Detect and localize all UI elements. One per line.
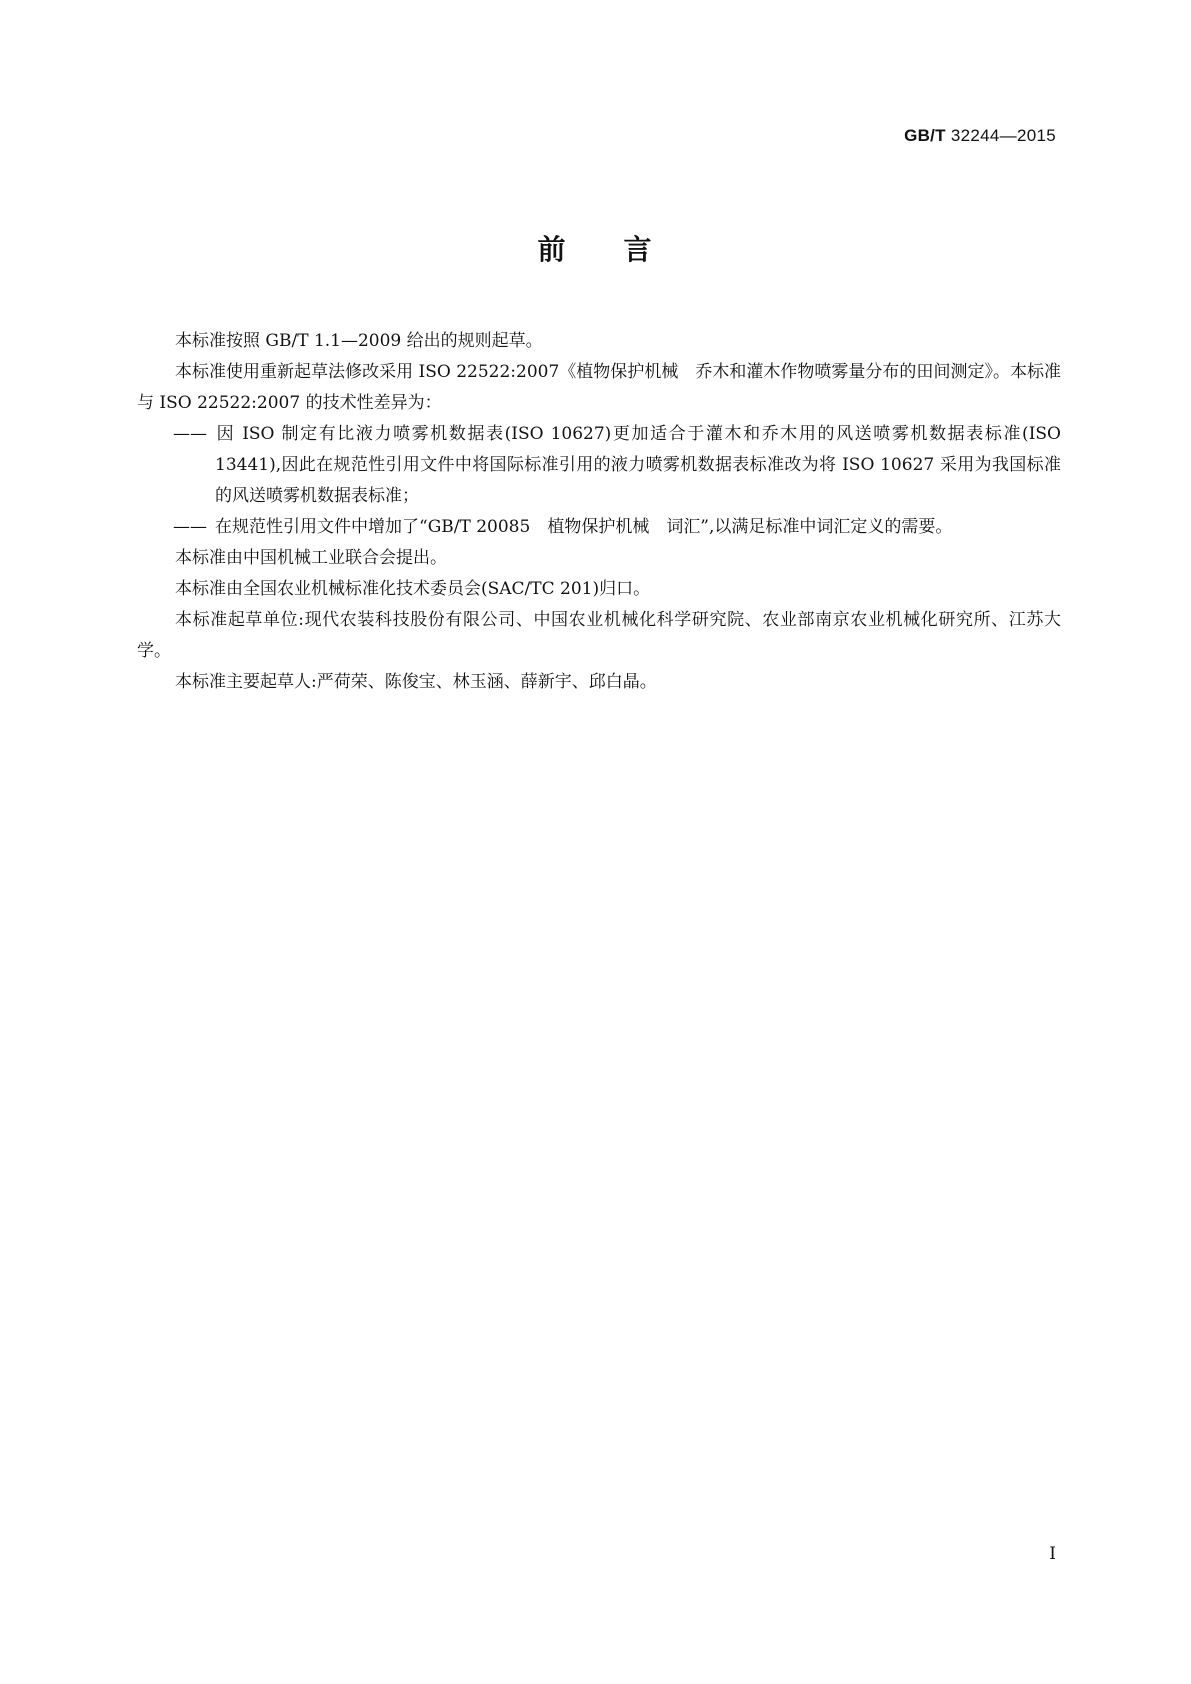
- paragraph-adoption: 本标准使用重新起草法修改采用 ISO 22522:2007《植物保护机械 乔木和灌木作物喷雾量分布的田间测定》。本标准与 ISO 22522:2007 的技术性差异为：: [137, 362, 1061, 413]
- standard-prefix: GB/T: [904, 126, 946, 145]
- standard-number: 32244—2015: [950, 126, 1056, 145]
- title-char-2: 言: [623, 233, 654, 266]
- paragraph-proposer: 本标准由中国机械工业联合会提出。: [175, 548, 447, 568]
- paragraph-drafters: 本标准主要起草人:严荷荣、陈俊宝、林玉涵、薛新宇、邱白晶。: [175, 672, 657, 692]
- dash-marker: ——: [173, 424, 207, 444]
- page-number: I: [1049, 1544, 1056, 1564]
- dash-marker: ——: [173, 517, 207, 537]
- foreword-body: [137, 326, 1061, 698]
- list-item-difference-2: [137, 512, 1061, 543]
- paragraph-drafting-units: 本标准起草单位:现代农装科技股份有限公司、中国农业机械化科学研究院、农业部南京农业机械化研究所、江苏大学。: [137, 610, 1061, 661]
- paragraph-committee: 本标准由全国农业机械标准化技术委员会(SAC/TC 201)归口。: [175, 579, 651, 599]
- standard-code: [904, 126, 1056, 146]
- list-item-difference-1: [137, 419, 1061, 512]
- title-char-1: 前: [537, 233, 568, 266]
- list-item-text: 因 ISO 制定有比液力喷雾机数据表(ISO 10627)更加适合于灌木和乔木用的风送喷雾机数据表标准(ISO 13441),因此在规范性引用文件中将国际标准引用的液力喷雾机数据表标准改为将 ISO 10627 采用为我国标准的风送喷雾机数据表标准；: [215, 424, 1061, 506]
- paragraph-drafting-rules: 本标准按照 GB/T 1.1—2009 给出的规则起草。: [175, 331, 543, 351]
- page-title: [0, 228, 1191, 268]
- list-item-text: 在规范性引用文件中增加了“GB/T 20085 植物保护机械 词汇”,以满足标准中词汇定义的需要。: [215, 517, 953, 537]
